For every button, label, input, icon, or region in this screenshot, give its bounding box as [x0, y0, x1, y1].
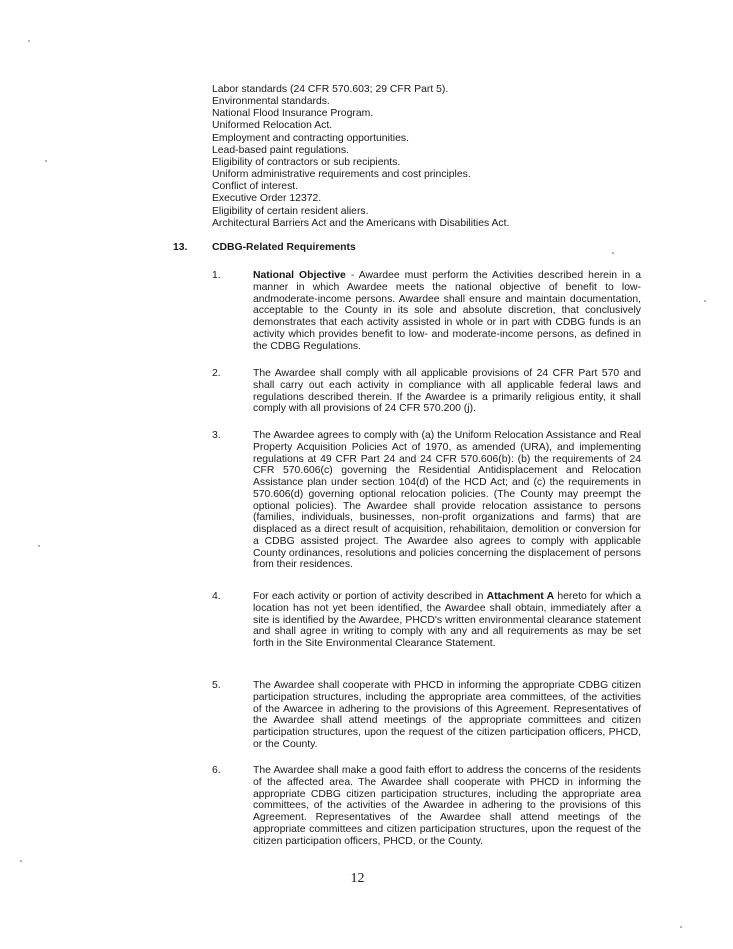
- list-item: Environmental standards.: [212, 96, 330, 108]
- item-text: The Awardee shall comply with all applicable provisions of 24 CFR Part 570 and shall carry out each activity in compliance with all applicable federal laws and regulations described therein. If the Awardee is a primarily religious entity, it shall comply with all provisions of 24 CFR 570.200 (j).: [253, 368, 641, 415]
- scan-speck: [20, 860, 22, 862]
- item-text: hereto for which a location has not yet been identified, the Awardee shall obtain, immediately after a site is identified by the Awardee, PHCD's written environmental clearance statement and shall agree in writing to comply with any and all requirements as may be set forth in the Site Environmental Clearance Statement.: [253, 591, 641, 649]
- item-lead: National Objective: [253, 270, 346, 281]
- section-title: CDBG-Related Requirements: [212, 242, 356, 253]
- list-item: Labor standards (24 CFR 570.603; 29 CFR Part 5).: [212, 84, 449, 95]
- page-number: 12: [350, 871, 365, 886]
- item-number: 2.: [212, 368, 221, 379]
- list-item: Executive Order 12372.: [212, 193, 322, 205]
- list-item: Conflict of interest.: [212, 181, 299, 193]
- list-item: Eligibility of certain resident aliers.: [212, 205, 369, 217]
- attachment-reference: Attachment A: [486, 591, 555, 602]
- item-number: 3.: [212, 430, 221, 441]
- section-number: 13.: [173, 242, 188, 253]
- item-text: For each activity or portion of activity described in: [253, 591, 487, 602]
- item-text: The Awardee shall make a good faith effort to address the concerns of the residents of the affected area. The Awardee shall cooperate with PHCD in informing the appropriate CDBG citizen participation structures, including the appropriate area committees, of the activities of the Awardee in adhering to the provisions of this Agreement. Representatives of the Awardee shall attend meetings of the appropriate committees and citizen participation structures, upon the request of the citizen participation officers, PHCD, or the County.: [253, 765, 641, 847]
- item-text: The Awardee shall cooperate with PHCD in informing the appropriate CDBG citizen participation structures, including the appropriate area committees, of the activities of the Awarcee in adhering to the provisions of this Agreement. Representatives of the Awardee shall attend meetings of the appropriate committees and citizen participation structures, upon the request of the citizen participation officers, PHCD, or the County.: [253, 680, 641, 750]
- item-text: The Awardee agrees to comply with (a) the Uniform Relocation Assistance and Real Property Acquisition Policies Act of 1970, as amended (URA), and implementing regulations at 49 CFR Part 24 and 24 CFR 570.606(b): (b) the requirements of 24 CFR 570.606(c) governing the Residential Antidisplacement and Relocation Assistance plan under section 104(d) of the HCD Act; and (c) the requirements in 570.606(d) governing optional relocation policies. (The County may preempt the optional policies). The Awardee shall provide relocation assistance to persons (families, individuals, businesses, non-profit organizations and farms) that are displaced as a direct result of acquisition, rehabilitaion, demolition or conversion for a CDBG assisted project. The Awardee also agrees to comply with applicable County ordinances, resolutions and policies concerning the displacement of persons from their residences.: [253, 430, 641, 571]
- scan-speck: [28, 40, 30, 42]
- item-paragraph: [253, 430, 641, 571]
- item-number: 6.: [212, 765, 221, 776]
- list-item: Lead-based paint regulations.: [212, 144, 349, 156]
- list-item: Architectural Barriers Act and the Americans with Disabilities Act.: [212, 217, 510, 229]
- requirements-list: [212, 84, 542, 230]
- list-item: Uniformed Relocation Act.: [212, 120, 333, 132]
- scan-speck: [704, 300, 706, 302]
- list-item: Employment and contracting opportunities.: [212, 132, 409, 144]
- scan-speck: [612, 252, 614, 254]
- item-paragraph: [253, 680, 641, 751]
- item-number: 1.: [212, 270, 221, 281]
- list-item: Eligibility of contractors or sub recipients.: [212, 156, 401, 168]
- scan-speck: [38, 545, 40, 547]
- item-paragraph: [253, 765, 641, 847]
- list-item: Uniform administrative requirements and cost principles.: [212, 169, 471, 181]
- item-text: - Awardee must perform the Activities described herein in a manner in which Awardee meets the national objective of benefit to low-andmoderate-income persons. Awardee shall ensure and maintain documentation, acceptable to the County in its sole and absolute discretion, that conclusively demonstrates that each activity assisted in whole or in part with CDBG funds is an activity which provides benefit to low- and moderate-income persons, as defined in the CDBG Regulations.: [253, 270, 642, 352]
- list-item: National Flood Insurance Program.: [212, 108, 374, 120]
- item-paragraph: [253, 368, 641, 415]
- item-number: 4.: [212, 591, 221, 602]
- scan-speck: [45, 160, 47, 162]
- scan-speck: [680, 926, 682, 928]
- item-paragraph: [253, 591, 641, 650]
- item-paragraph: [253, 270, 641, 352]
- item-number: 5.: [212, 680, 221, 691]
